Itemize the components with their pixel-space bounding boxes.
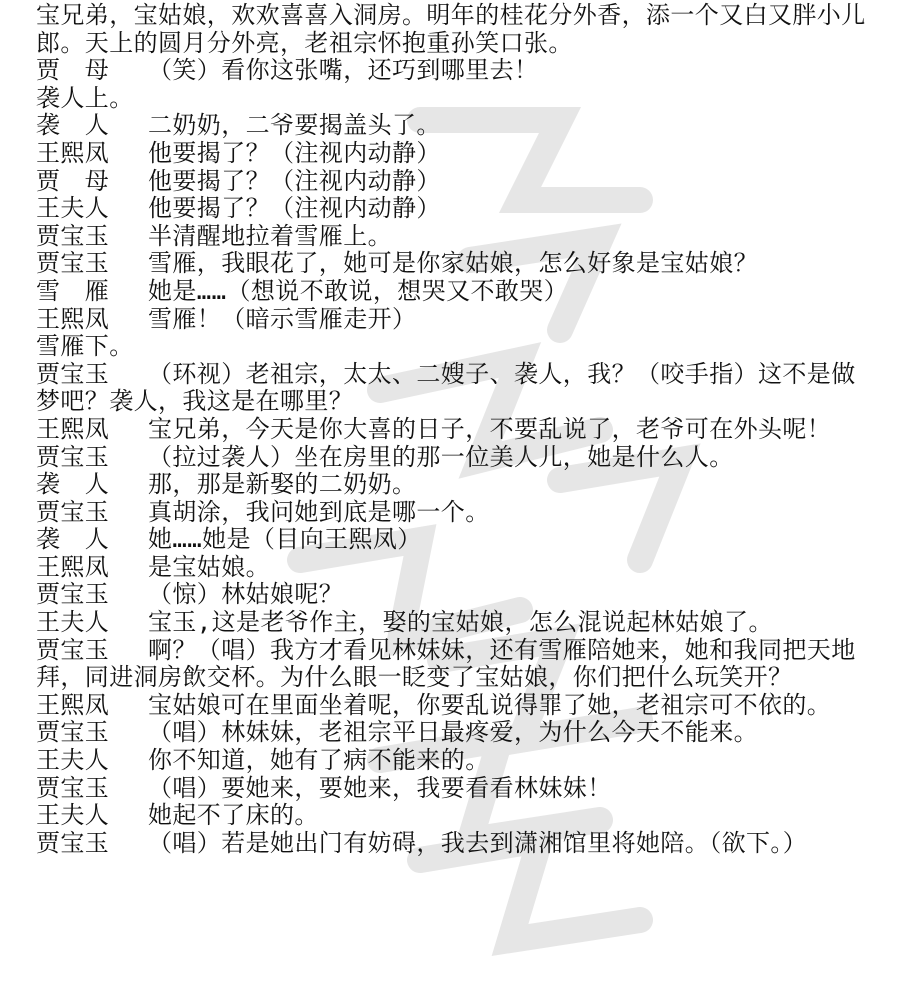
dialogue-line (36, 471, 876, 499)
dialogue-text: 她……她是（目向王熙凤） (148, 525, 422, 554)
dialogue-line (36, 637, 876, 692)
dialogue-line (36, 306, 876, 334)
dialogue-text: 他要揭了？（注视内动静） (148, 166, 441, 195)
speaker-name: 袭 人 (36, 470, 110, 499)
dialogue-line (36, 57, 876, 85)
speaker-name: 贾宝玉 (36, 221, 110, 250)
speaker-name: 贾 母 (36, 56, 110, 85)
dialogue-line (36, 802, 876, 830)
dialogue-line (36, 250, 876, 278)
speaker-name: 王熙凤 (36, 552, 110, 581)
speaker-name: 贾宝玉 (36, 249, 110, 278)
dialogue-text: 你不知道，她有了病不能来的。 (148, 746, 490, 775)
dialogue-line (36, 499, 876, 527)
stage-direction-line (36, 333, 876, 361)
dialogue-text: 宝兄弟，今天是你大喜的日子，不要乱说了，老爷可在外头呢！ (148, 414, 832, 443)
dialogue-line (36, 775, 876, 803)
speaker-name: 王熙凤 (36, 690, 110, 719)
dialogue-line (36, 554, 876, 582)
stage-direction-text: 袭人上。 (36, 83, 134, 112)
stage-direction-line (36, 85, 876, 113)
dialogue-line (36, 581, 876, 609)
dialogue-text: （笑）看你这张嘴，还巧到哪里去！ (148, 56, 539, 85)
speaker-name: 贾宝玉 (36, 828, 110, 857)
dialogue-text: 雪雁！（暗示雪雁走开） (148, 304, 417, 333)
dialogue-text: 是宝姑娘。 (148, 552, 270, 581)
dialogue-text: 宝玉,这是老爷作主，娶的宝姑娘，怎么混说起林姑娘了。 (148, 608, 773, 637)
speaker-name: 贾宝玉 (36, 580, 110, 609)
speaker-name: 王熙凤 (36, 414, 110, 443)
dialogue-line (36, 140, 876, 168)
dialogue-line (36, 278, 876, 306)
dialogue-line (36, 168, 876, 196)
speaker-name: 王夫人 (36, 746, 110, 775)
dialogue-text: （唱）若是她出门有妨碍，我去到潇湘馆里将她陪。（欲下。） (148, 828, 808, 857)
stage-direction-line (36, 2, 876, 57)
dialogue-text: （拉过袭人）坐在房里的那一位美人儿，她是什么人。 (148, 442, 734, 471)
dialogue-text: （唱）林妹妹，老祖宗平日最疼爱，为什么今天不能来。 (148, 718, 758, 747)
stage-direction-text: 宝兄弟，宝姑娘，欢欢喜喜入洞房。明年的桂花分外香，添一个又白又胖小儿郎。天上的圆月分外亮，老祖宗怀抱重孙笑口张。 (36, 1, 866, 57)
speaker-name: 贾宝玉 (36, 442, 110, 471)
speaker-name: 王熙凤 (36, 138, 110, 167)
speaker-name: 袭 人 (36, 111, 110, 140)
speaker-name: 贾宝玉 (36, 773, 110, 802)
dialogue-line (36, 747, 876, 775)
dialogue-text: 宝姑娘可在里面坐着呢，你要乱说得罪了她，老祖宗可不依的。 (148, 690, 832, 719)
dialogue-line (36, 195, 876, 223)
dialogue-line (36, 692, 876, 720)
speaker-name: 王熙凤 (36, 304, 110, 333)
dialogue-text: （环视）老祖宗，太太、二嫂子、袭人，我？（咬手指）这不是做梦吧？袭人，我这是在哪里？ (36, 359, 856, 416)
dialogue-line (36, 830, 876, 858)
dialogue-line (36, 416, 876, 444)
speaker-name: 贾 母 (36, 166, 110, 195)
speaker-name: 王夫人 (36, 608, 110, 637)
dialogue-line (36, 112, 876, 140)
dialogue-text: 她起不了床的。 (148, 801, 319, 830)
dialogue-text: 半清醒地拉着雪雁上。 (148, 221, 392, 250)
dialogue-text: 真胡涂，我问她到底是哪一个。 (148, 497, 490, 526)
speaker-name: 雪 雁 (36, 276, 110, 305)
stage-direction-text: 雪雁下。 (36, 332, 134, 361)
dialogue-text: 他要揭了？（注视内动静） (148, 194, 441, 223)
dialogue-line (36, 609, 876, 637)
dialogue-line (36, 526, 876, 554)
speaker-name: 贾宝玉 (36, 497, 110, 526)
dialogue-text: 二奶奶，二爷要揭盖头了。 (148, 111, 441, 140)
dialogue-text: 她是……（想说不敢说，想哭又不敢哭） (148, 276, 569, 305)
dialogue-text: （惊）林姑娘呢？ (148, 580, 344, 609)
dialogue-text: 啊？（唱）我方才看见林妹妹，还有雪雁陪她来，她和我同把天地拜，同进洞房飲交杯。为什么眼一眨变了宝姑娘，你们把什么玩笑开？ (36, 635, 856, 692)
dialogue-text: 那，那是新娶的二奶奶。 (148, 470, 417, 499)
dialogue-text: 他要揭了？（注视内动静） (148, 138, 441, 167)
speaker-name: 贾宝玉 (36, 635, 110, 664)
speaker-name: 王夫人 (36, 801, 110, 830)
dialogue-line (36, 361, 876, 416)
dialogue-text: 雪雁，我眼花了，她可是你家姑娘，怎么好象是宝姑娘？ (148, 249, 758, 278)
dialogue-line (36, 719, 876, 747)
dialogue-text: （唱）要她来，要她来，我要看看林妹妹！ (148, 773, 612, 802)
dialogue-line (36, 444, 876, 472)
speaker-name: 王夫人 (36, 194, 110, 223)
speaker-name: 贾宝玉 (36, 359, 110, 388)
play-script (36, 2, 876, 857)
speaker-name: 贾宝玉 (36, 718, 110, 747)
dialogue-line (36, 223, 876, 251)
speaker-name: 袭 人 (36, 525, 110, 554)
